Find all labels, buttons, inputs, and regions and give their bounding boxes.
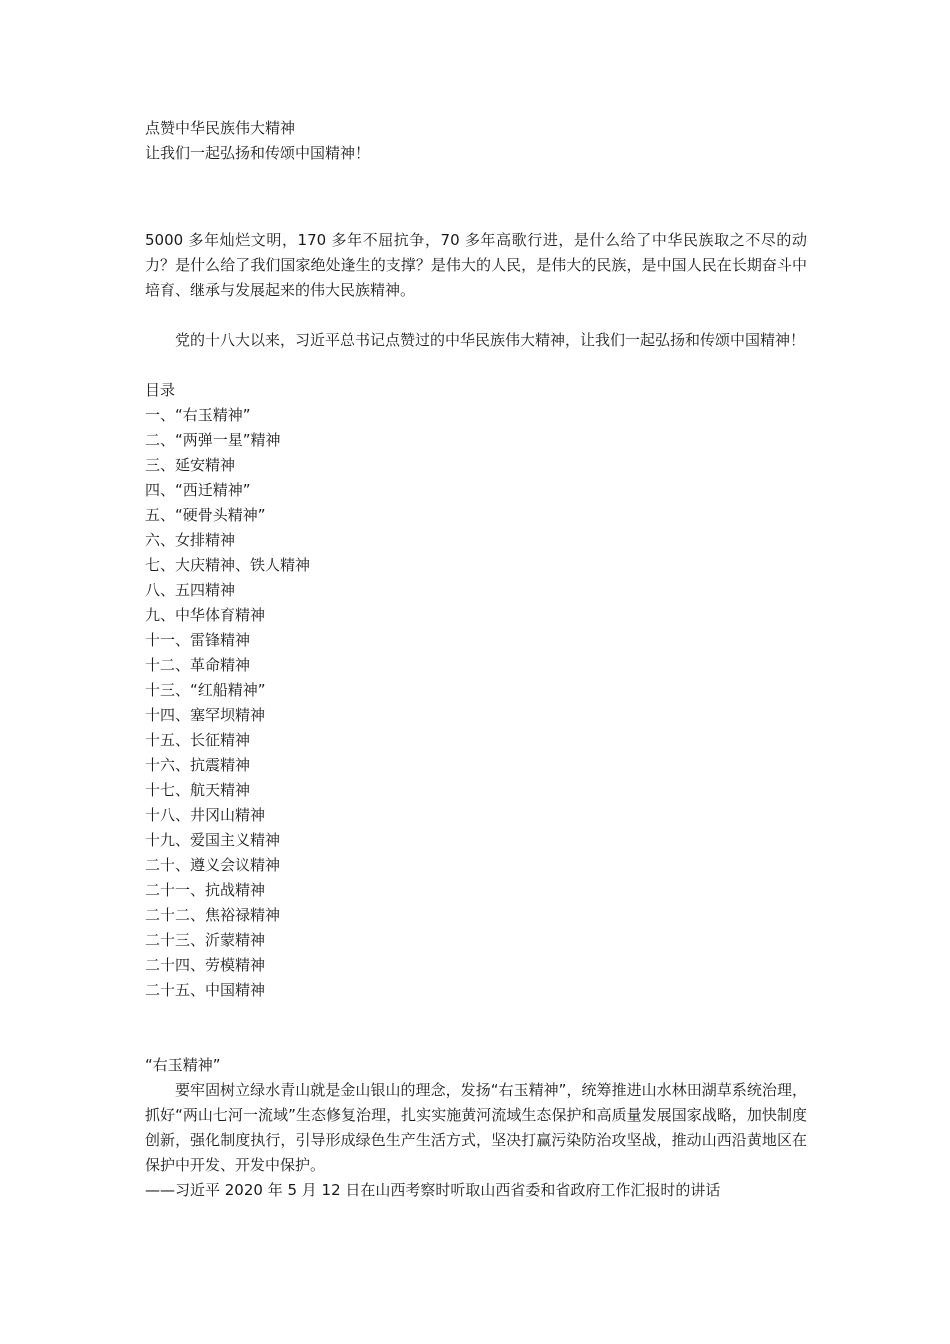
document-title: 点赞中华民族伟大精神	[145, 119, 296, 137]
toc-item: 十四、塞罕坝精神	[145, 706, 266, 724]
toc-item: 三、延安精神	[145, 456, 236, 474]
toc-item: 十二、革命精神	[145, 656, 251, 674]
toc-item: 二十二、焦裕禄精神	[145, 906, 281, 924]
section-source: ——习近平 2020 年 5 月 12 日在山西考察时听取山西省委和省政府工作汇报时的讲话	[145, 1181, 721, 1199]
toc-item: 九、中华体育精神	[145, 606, 266, 624]
toc-item: 二十一、抗战精神	[145, 881, 266, 899]
spacer	[145, 303, 807, 328]
spacer	[145, 166, 807, 228]
toc-item: 八、五四精神	[145, 581, 236, 599]
toc-item: 五、“硬骨头精神”	[145, 506, 266, 524]
toc-item: 二十五、中国精神	[145, 981, 266, 999]
toc-item: 二十三、沂蒙精神	[145, 931, 266, 949]
toc-heading: 目录	[145, 381, 176, 399]
toc-item: 六、女排精神	[145, 531, 236, 549]
toc-item: 十六、抗震精神	[145, 756, 251, 774]
toc-item: 二十四、劳模精神	[145, 956, 266, 974]
toc-item: 十九、爱国主义精神	[145, 831, 281, 849]
toc-item: 十八、井冈山精神	[145, 806, 266, 824]
document-subtitle: 让我们一起弘扬和传颂中国精神！	[145, 144, 371, 162]
toc-item: 二、“两弹一星”精神	[145, 431, 281, 449]
document-page	[145, 116, 807, 1203]
toc-item: 七、大庆精神、铁人精神	[145, 556, 311, 574]
intro-paragraph-2: 党的十八大以来，习近平总书记点赞过的中华民族伟大精神，让我们一起弘扬和传颂中国精神！	[175, 331, 806, 349]
spacer	[145, 353, 807, 378]
section-heading: “右玉精神”	[145, 1056, 221, 1074]
toc-item: 十七、航天精神	[145, 781, 251, 799]
table-of-contents	[145, 403, 807, 1003]
toc-item: 十一、雷锋精神	[145, 631, 251, 649]
section-body: 要牢固树立绿水青山就是金山银山的理念，发扬“右玉精神”，统筹推进山水林田湖草系统治理，抓好“两山七河一流域”生态修复治理，扎实实施黄河流域生态保护和高质量发展国家战略，加快制度创新，强化制度执行，引导形成绿色生产生活方式，坚决打赢污染防治攻坚战，推动山西沿黄地区在保护中开发、开发中保护。	[145, 1081, 807, 1174]
toc-item: 四、“西迁精神”	[145, 481, 251, 499]
toc-item: 二十、遵义会议精神	[145, 856, 281, 874]
spacer	[145, 1003, 807, 1053]
toc-item: 十五、长征精神	[145, 731, 251, 749]
toc-item: 一、“右玉精神”	[145, 406, 251, 424]
toc-item: 十三、“红船精神”	[145, 681, 266, 699]
intro-paragraph: 5000 多年灿烂文明，170 多年不屈抗争，70 多年高歌行进，是什么给了中华民族取之不尽的动力？是什么给了我们国家绝处逢生的支撑？是伟大的人民，是伟大的民族，是中国人民在长期奋斗中培育、继承与发展起来的伟大民族精神。	[145, 231, 807, 299]
